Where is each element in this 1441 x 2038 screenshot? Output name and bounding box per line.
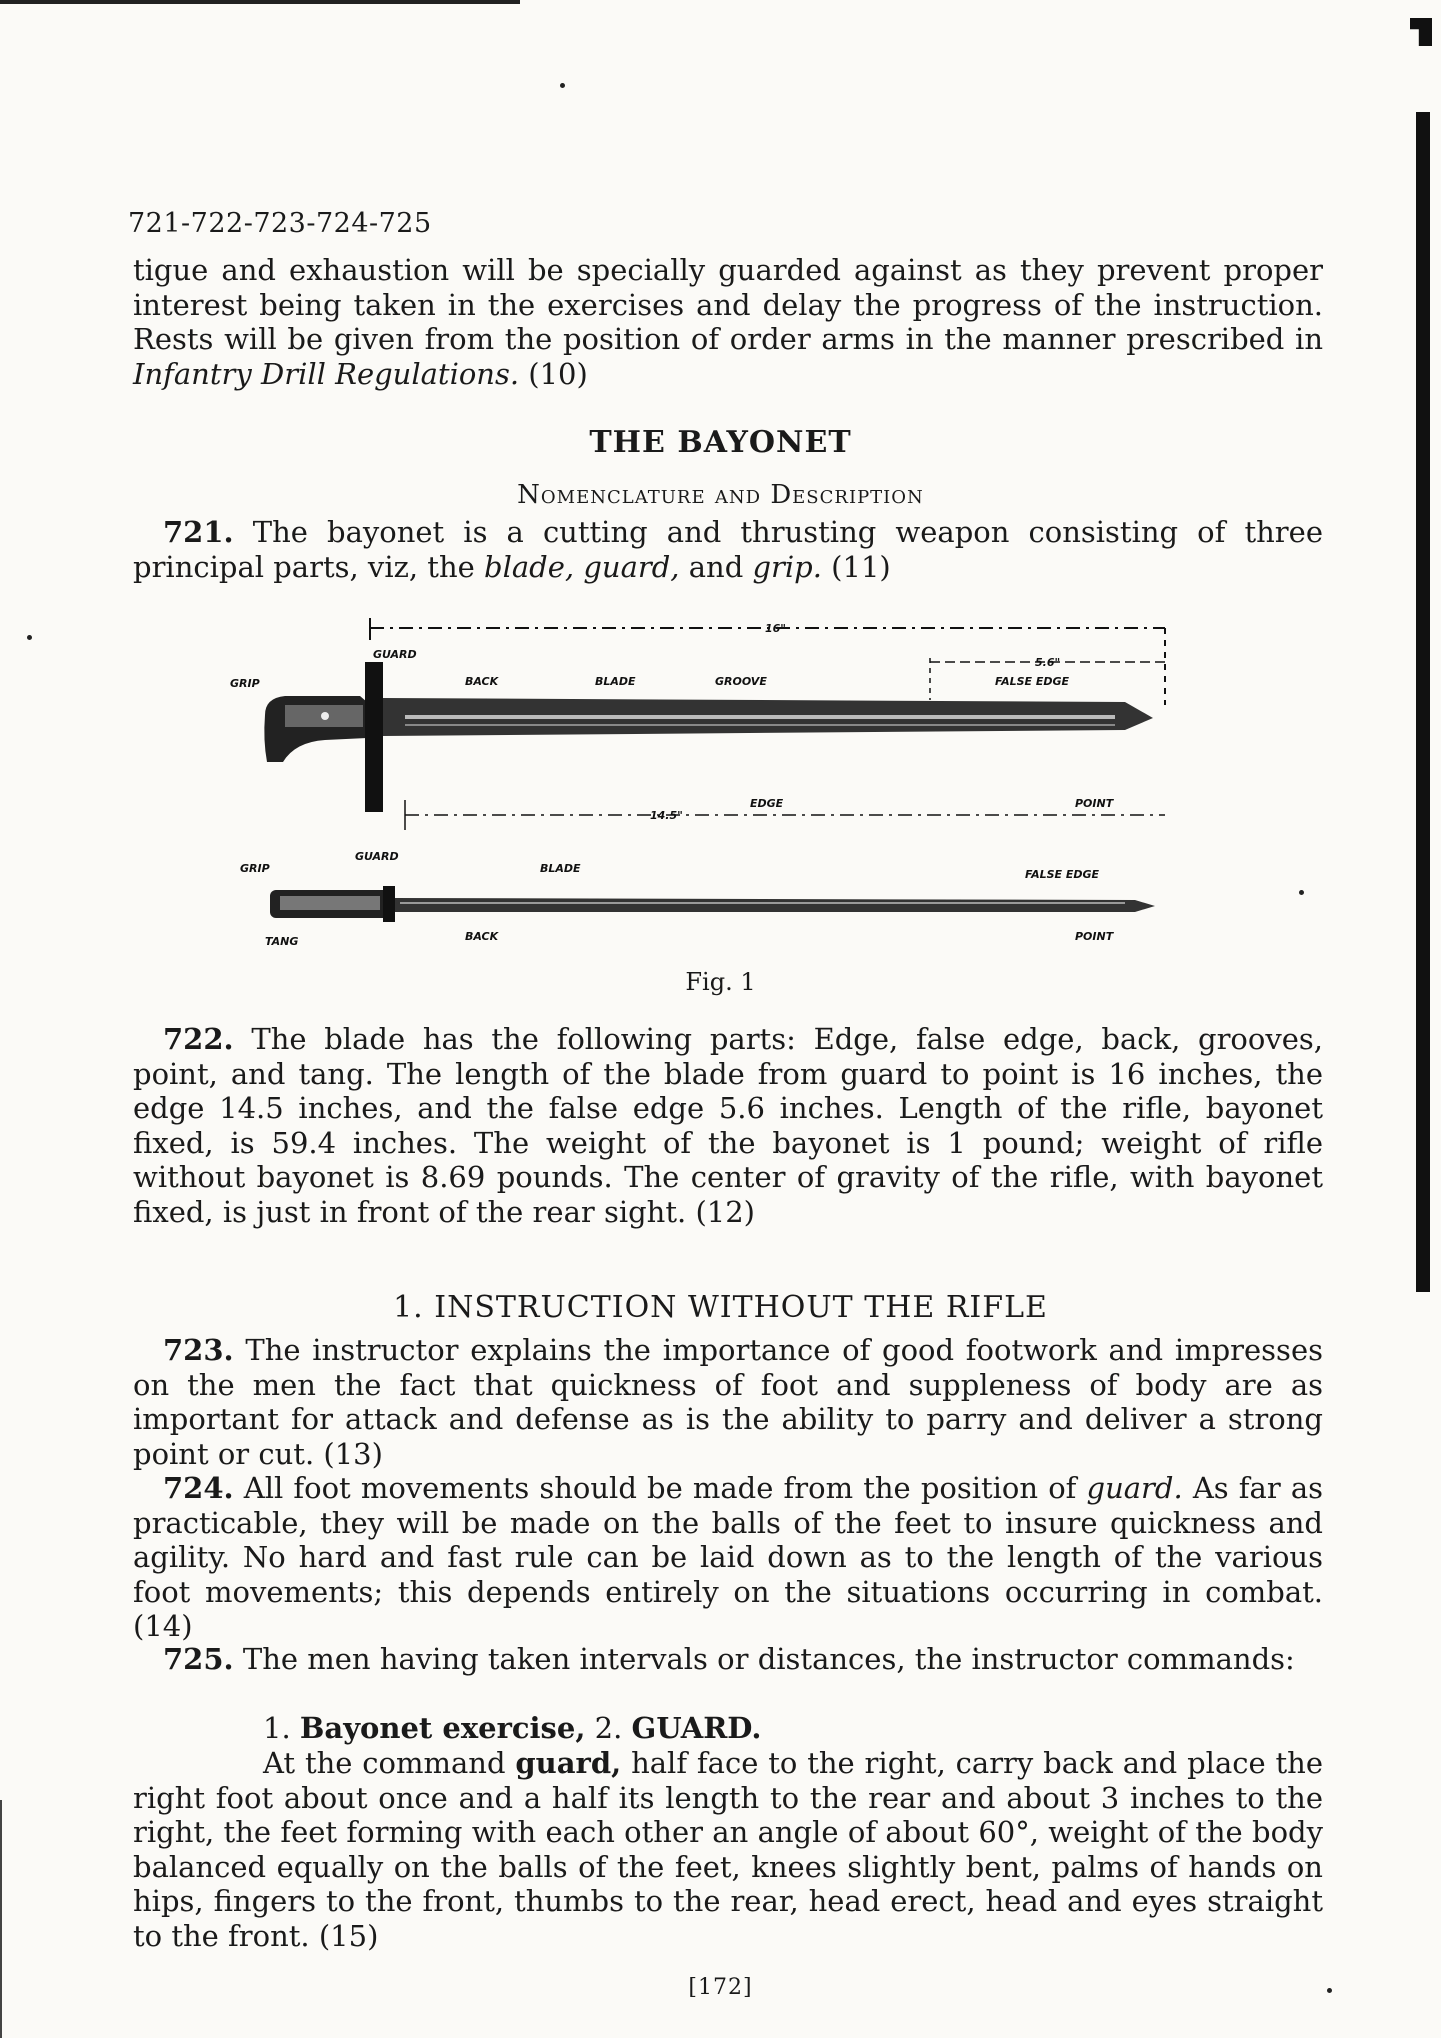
- paragraph-720-continued: tigue and exhaustion will be specially guarded against as they prevent proper interest being taken in the exercises and delay the progress of the instruction. Rests will be given from the position of order arms in the manner prescribed in Infantry Drill Regulations. (10): [133, 253, 1323, 391]
- label-guard: GUARD: [355, 850, 399, 863]
- paragraph-723: 723. The instructor explains the importance of good footwork and impresses on the men the fact that quickness of foot and suppleness of body are as important for attack and defense as is the ability to parry and deliver a strong point or cut. (13): [133, 1333, 1323, 1471]
- label-grip: GRIP: [240, 862, 270, 875]
- dim-overall-label: 16": [765, 622, 787, 635]
- bayonet-figure: [230, 600, 1175, 970]
- paragraph-guard-description: At the command guard, half face to the right, carry back and place the right foot about once and a half its length to the rear and about 3 inches to the right, the feet forming with each other an angle of about 60°, weight of the body balanced equally on the balls of the feet, knees slightly bent, palms of hands on hips, fingers to the front, thumbs to the rear, head erect, head and eyes straight to the front. (15): [133, 1746, 1323, 1953]
- label-guard: GUARD: [373, 648, 417, 661]
- label-false-edge: FALSE EDGE: [995, 675, 1070, 688]
- scan-speck: [560, 83, 565, 88]
- heading-instruction-without-rifle: 1. INSTRUCTION WITHOUT THE RIFLE: [393, 1290, 1048, 1325]
- dim-edge-label: 14.5": [650, 809, 683, 822]
- scan-binding-shadow: [1416, 112, 1430, 1292]
- scan-speck: [27, 635, 32, 640]
- scan-left-edge: [0, 1800, 12, 2038]
- paragraph-725: 725. The men having taken intervals or distances, the instructor commands:: [163, 1642, 1295, 1676]
- section-numbers: 721-722-723-724-725: [128, 208, 432, 239]
- heading-nomenclature: Nomenclature and Description: [517, 480, 924, 510]
- figure-caption: Fig. 1: [685, 968, 756, 996]
- heading-the-bayonet: THE BAYONET: [589, 425, 852, 460]
- paragraph-721: 721. The bayonet is a cutting and thrusting weapon consisting of three principal parts, viz, the blade, guard, and grip. (11): [133, 515, 1323, 584]
- scan-edge-line: [0, 0, 520, 4]
- label-tang: TANG: [265, 935, 299, 948]
- paragraph-724: 724. All foot movements should be made from the position of guard. As far as practicable, they will be made on the balls of the feet to insure quickness and agility. No hard and fast rule can be laid down as to the length of the various foot movements; this depends entirely on the situations occurring in combat. (14): [133, 1471, 1323, 1643]
- label-blade: BLADE: [595, 675, 636, 688]
- label-edge: EDGE: [750, 797, 784, 810]
- label-blade: BLADE: [540, 862, 581, 875]
- scan-speck: [1299, 890, 1304, 895]
- label-point: POINT: [1075, 797, 1114, 810]
- paragraph-722: 722. The blade has the following parts: Edge, false edge, back, grooves, point, and tang. The length of the blade from guard to point is 16 inches, the edge 14.5 inches, and the false edge 5.6 inches. Length of the rifle, bayonet fixed, is 59.4 inches. The weight of the bayonet is 1 pound; weight of rifle without bayonet is 8.69 pounds. The center of gravity of the rifle, with bayonet fixed, is just in front of the rear sight. (12): [133, 1022, 1323, 1229]
- bayonet-top-view: [240, 850, 1155, 948]
- page-number: [172]: [688, 1975, 753, 2000]
- scan-corner-mark: [1410, 18, 1432, 46]
- dim-false-edge-label: 5.6": [1035, 656, 1061, 669]
- command-line: 1. Bayonet exercise, 2. GUARD.: [263, 1711, 762, 1745]
- bayonet-side-view: [230, 618, 1165, 830]
- label-groove: GROOVE: [715, 675, 767, 688]
- label-back: BACK: [465, 675, 499, 688]
- label-grip: GRIP: [230, 677, 260, 690]
- label-point: POINT: [1075, 930, 1114, 943]
- label-back: BACK: [465, 930, 499, 943]
- label-false-edge: FALSE EDGE: [1025, 868, 1100, 881]
